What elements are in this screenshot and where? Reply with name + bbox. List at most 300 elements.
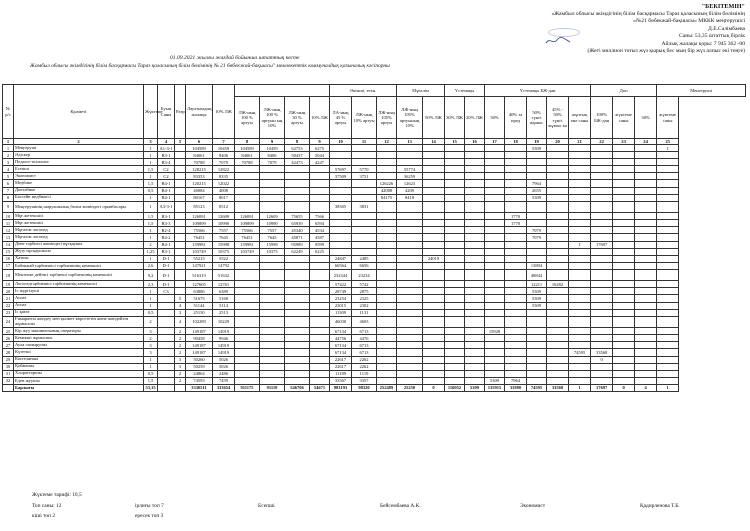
row-value: 104589 <box>235 145 260 152</box>
row-value <box>310 328 330 335</box>
row-value <box>657 370 679 377</box>
row-value <box>505 281 527 288</box>
row-value <box>445 377 465 384</box>
row-value <box>485 159 505 166</box>
row-value: 127605 <box>186 281 213 288</box>
row-value <box>613 248 635 255</box>
row-value <box>397 342 423 349</box>
table-row <box>3 288 746 295</box>
row-value <box>613 159 635 166</box>
row-value <box>591 370 613 377</box>
row-value <box>260 302 285 309</box>
row-value <box>330 220 352 227</box>
row-value <box>635 187 657 194</box>
row-value <box>285 295 310 302</box>
row-value: 65939 <box>285 220 310 227</box>
col-grade: Разр <box>175 85 186 139</box>
col-count: Жүктеме <box>144 85 158 139</box>
date-line: 01.09.2021 жылғы жағдай бойынша штаттық кесте <box>170 55 300 61</box>
row-value <box>657 234 679 241</box>
row-value <box>397 349 423 356</box>
row-value <box>635 152 657 159</box>
row-value <box>527 213 547 220</box>
row-value <box>445 281 465 288</box>
table-row <box>3 349 746 356</box>
row-grade <box>175 187 186 194</box>
row-value: 5168 <box>213 295 235 302</box>
row-value: 5309 <box>527 288 547 295</box>
row-value <box>591 363 613 370</box>
row-value <box>505 363 527 370</box>
row-value: 33568 <box>591 349 613 356</box>
col-number: 3 <box>144 139 158 145</box>
row-value <box>445 234 465 241</box>
total-value: 4 <box>635 384 657 391</box>
col-number: 10 <box>330 139 352 145</box>
row-value: 50437 <box>285 152 310 159</box>
row-value: 14919 <box>213 342 235 349</box>
row-count: 1,5 <box>144 220 158 227</box>
row-value <box>285 255 310 262</box>
row-index: 15 <box>3 248 14 255</box>
row-value <box>397 159 423 166</box>
table-row <box>3 166 746 173</box>
row-value <box>445 213 465 220</box>
row-value <box>613 220 635 227</box>
row-value <box>445 309 465 316</box>
row-index: 20 <box>3 288 14 295</box>
col-number: 1 <box>3 139 14 145</box>
row-value: 63886 <box>186 288 213 295</box>
row-value <box>423 234 445 241</box>
table-row <box>3 356 746 363</box>
row-value <box>260 281 285 288</box>
row-value <box>260 349 285 356</box>
row-value: 159981 <box>235 241 260 248</box>
row-value <box>591 335 613 342</box>
row-value <box>377 173 397 180</box>
row-count: 1 <box>144 145 158 152</box>
col-sub-header: жүктеме саны <box>613 97 635 139</box>
total-value: 252489 <box>377 384 397 391</box>
row-value <box>235 328 260 335</box>
row-value <box>445 173 465 180</box>
row-value: 7459 <box>213 377 235 384</box>
row-value <box>591 194 613 201</box>
row-value: 7566 <box>310 213 330 220</box>
row-value <box>465 180 485 187</box>
row-value: 22617 <box>330 363 352 370</box>
row-value: 14919 <box>213 328 235 335</box>
row-value <box>485 173 505 180</box>
row-value <box>377 349 397 356</box>
row-value <box>445 241 465 248</box>
row-count: 1 <box>144 288 158 295</box>
row-index: 9 <box>3 201 14 212</box>
row-value: 38305 <box>330 201 352 212</box>
row-value <box>657 316 679 327</box>
row-value <box>505 201 527 212</box>
row-code: В4-2 <box>158 234 175 241</box>
signature-icon <box>545 36 571 45</box>
row-value <box>310 349 330 356</box>
row-index: 1 <box>3 145 14 152</box>
row-value <box>465 201 485 212</box>
row-value <box>445 262 465 269</box>
row-value <box>465 356 485 363</box>
row-value <box>310 255 330 262</box>
row-code: В3-1 <box>158 152 175 159</box>
row-value: 62249 <box>285 248 310 255</box>
row-value <box>465 227 485 234</box>
row-value: 1 <box>657 145 679 152</box>
row-value <box>235 377 260 384</box>
col-name: Қызметі <box>14 85 144 139</box>
row-value: 10459 <box>213 145 235 152</box>
row-value <box>423 281 445 288</box>
col-number: 5 <box>175 139 186 145</box>
row-value <box>591 255 613 262</box>
col-number: 25 <box>657 139 679 145</box>
row-value <box>397 145 423 152</box>
row-value <box>485 241 505 248</box>
table-row <box>3 234 746 241</box>
row-value <box>310 262 330 269</box>
row-value <box>485 213 505 220</box>
row-position: Кастелянша <box>14 356 144 363</box>
table-row <box>3 241 746 248</box>
row-value <box>260 335 285 342</box>
row-value <box>635 269 657 280</box>
total-value: 0 <box>613 384 635 391</box>
row-value <box>569 335 591 342</box>
row-value: 83353 <box>186 173 213 180</box>
row-value <box>657 342 679 349</box>
row-position: Аспаз <box>14 295 144 302</box>
row-value <box>445 370 465 377</box>
row-value <box>397 377 423 384</box>
row-value <box>613 288 635 295</box>
row-value <box>613 201 635 212</box>
row-value: 37509 <box>330 173 352 180</box>
col-sub-header: ЛЖ-ның 100 % артуын ың 10% <box>260 97 285 139</box>
row-value <box>423 262 445 269</box>
row-value <box>505 166 527 173</box>
row-value: 4476 <box>352 335 377 342</box>
row-value <box>377 220 397 227</box>
row-value: 2485 <box>352 255 377 262</box>
row-value <box>547 255 569 262</box>
row-value <box>485 335 505 342</box>
row-position: Аула сыпырушы <box>14 342 144 349</box>
row-value <box>657 173 679 180</box>
row-value <box>613 241 635 248</box>
row-code <box>158 302 175 309</box>
row-value <box>613 377 635 384</box>
row-value: 62753 <box>285 145 310 152</box>
row-value: 23015 <box>330 302 352 309</box>
row-position: Логопедтәрбиешісі тәрбиешінің көмекшісі <box>14 281 144 288</box>
col-sub-header: 10% ЛЖ <box>310 97 330 139</box>
row-position: Меңгерушінің шаруашылық бөлім жөніндегі орынбасары <box>14 201 144 212</box>
row-count: 1 <box>144 201 158 212</box>
row-value <box>657 281 679 288</box>
row-value: 149187 <box>186 349 213 356</box>
row-value: 24847 <box>330 255 352 262</box>
row-value: 128215 <box>186 166 213 173</box>
row-value <box>397 302 423 309</box>
row-value <box>310 370 330 377</box>
row-value <box>310 166 330 173</box>
row-value <box>613 262 635 269</box>
row-index: 2 <box>3 152 14 159</box>
row-value <box>285 173 310 180</box>
row-value <box>569 309 591 316</box>
row-value <box>377 241 397 248</box>
col-group-mon: Менгеруші <box>657 85 746 97</box>
row-value: 4603 <box>352 316 377 327</box>
row-value: 516319 <box>186 269 213 280</box>
row-index: 3 <box>3 159 14 166</box>
row-value <box>445 227 465 234</box>
col-number: 2 <box>14 139 144 145</box>
row-value: 102289 <box>186 316 213 327</box>
row-value: 84061 <box>186 152 213 159</box>
row-value <box>569 173 591 180</box>
row-value <box>260 295 285 302</box>
row-code: В2-4 <box>158 227 175 234</box>
row-value <box>547 227 569 234</box>
row-code <box>158 335 175 342</box>
row-value <box>613 269 635 280</box>
row-value <box>397 295 423 302</box>
row-value <box>485 187 505 194</box>
table-row <box>3 145 746 152</box>
row-count: 0,5 <box>144 187 158 194</box>
row-value <box>377 377 397 384</box>
row-value: 51632 <box>213 269 235 280</box>
total-value: 983193 <box>330 384 352 391</box>
row-value <box>547 194 569 201</box>
row-value <box>260 356 285 363</box>
row-value <box>285 316 310 327</box>
col-number: 12 <box>377 139 397 145</box>
row-code <box>158 370 175 377</box>
row-value: 23234 <box>352 269 377 280</box>
row-value: 57422 <box>330 281 352 288</box>
row-value <box>423 241 445 248</box>
row-value <box>485 288 505 295</box>
row-value <box>505 295 527 302</box>
row-code <box>158 342 175 349</box>
row-value <box>527 309 547 316</box>
row-value <box>235 281 260 288</box>
row-value <box>445 145 465 152</box>
row-value <box>235 288 260 295</box>
row-value <box>657 241 679 248</box>
row-grade <box>175 166 186 173</box>
row-index: 11 <box>3 220 14 227</box>
row-count: 3 <box>144 342 158 349</box>
row-value <box>465 281 485 288</box>
row-value <box>310 363 330 370</box>
row-value <box>465 194 485 201</box>
row-grade: 2 <box>175 377 186 384</box>
table-row <box>3 302 746 309</box>
row-value <box>445 166 465 173</box>
row-index: 14 <box>3 241 14 248</box>
row-value: 23254 <box>330 295 352 302</box>
row-index: 5 <box>3 173 14 180</box>
row-index: 17 <box>3 262 14 269</box>
row-count: 1 <box>144 159 158 166</box>
row-value: 2262 <box>352 356 377 363</box>
row-value: 7557 <box>213 227 235 234</box>
row-value <box>485 180 505 187</box>
row-value <box>397 309 423 316</box>
row-value: 7079 <box>527 227 547 234</box>
row-value: 4008 <box>213 187 235 194</box>
row-value <box>485 349 505 356</box>
row-value: 3831 <box>352 201 377 212</box>
row-grade <box>175 262 186 269</box>
row-value <box>310 187 330 194</box>
row-value <box>377 227 397 234</box>
row-value <box>547 342 569 349</box>
row-count: 1,5 <box>144 180 158 187</box>
row-count: 2 <box>144 316 158 327</box>
row-grade: 2 <box>175 349 186 356</box>
row-value <box>465 159 485 166</box>
row-value: 10990 <box>260 220 285 227</box>
row-code: А3-3-1 <box>158 201 175 212</box>
col-sub-header: 20% ЛЖ <box>465 97 485 139</box>
row-value <box>465 328 485 335</box>
row-code <box>158 363 175 370</box>
row-value: 6713 <box>352 342 377 349</box>
row-count: 1,5 <box>144 213 158 220</box>
row-value: 67134 <box>330 328 352 335</box>
row-value <box>569 377 591 384</box>
row-value <box>377 255 397 262</box>
row-value <box>352 145 377 152</box>
col-number: 7 <box>213 139 235 145</box>
row-value <box>505 288 527 295</box>
row-value <box>527 255 547 262</box>
row-value: 126091 <box>235 213 260 220</box>
row-value: 12623 <box>397 180 423 187</box>
row-code <box>158 377 175 384</box>
total-value: 5309 <box>465 384 485 391</box>
row-value <box>613 302 635 309</box>
row-value: 5309 <box>527 145 547 152</box>
row-value <box>485 262 505 269</box>
row-value <box>260 377 285 384</box>
row-code: С2 <box>158 173 175 180</box>
row-value <box>591 262 613 269</box>
row-code: В4-1 <box>158 241 175 248</box>
row-code <box>158 295 175 302</box>
row-value <box>527 201 547 212</box>
row-value <box>235 356 260 363</box>
row-value <box>377 316 397 327</box>
row-value <box>547 145 569 152</box>
row-grade <box>175 173 186 180</box>
row-value: 6656 <box>352 262 377 269</box>
row-value <box>547 213 569 220</box>
row-value <box>591 377 613 384</box>
row-value <box>591 309 613 316</box>
row-value <box>352 213 377 220</box>
row-value <box>285 180 310 187</box>
row-code <box>158 309 175 316</box>
row-value <box>310 335 330 342</box>
row-value <box>423 201 445 212</box>
row-index: 28 <box>3 349 14 356</box>
row-value <box>547 269 569 280</box>
row-value <box>310 194 330 201</box>
row-value <box>547 159 569 166</box>
row-value: 5309 <box>527 295 547 302</box>
row-value <box>569 220 591 227</box>
row-value <box>377 269 397 280</box>
row-value <box>569 213 591 220</box>
row-value <box>569 187 591 194</box>
footer-small: кіші топ 2 <box>32 513 56 519</box>
row-value <box>485 248 505 255</box>
row-value: 120215 <box>186 180 213 187</box>
row-value <box>635 309 657 316</box>
row-value: 75566 <box>186 227 213 234</box>
row-value <box>445 335 465 342</box>
row-value <box>657 227 679 234</box>
row-value <box>569 302 591 309</box>
row-value <box>635 349 657 356</box>
row-value <box>569 255 591 262</box>
row-value <box>657 302 679 309</box>
row-value: 4209 <box>397 187 423 194</box>
row-value <box>485 281 505 288</box>
row-grade: 3 <box>175 356 186 363</box>
row-value <box>635 328 657 335</box>
row-value <box>235 342 260 349</box>
row-value <box>235 309 260 316</box>
row-code: В3-4 <box>158 159 175 166</box>
row-value <box>635 370 657 377</box>
row-value <box>591 248 613 255</box>
row-value: 6275 <box>310 145 330 152</box>
row-value <box>635 342 657 349</box>
col-sub-header: ЛА-ның 45 % артуы <box>330 97 352 139</box>
row-value <box>377 302 397 309</box>
row-value <box>613 152 635 159</box>
row-value: 149187 <box>186 328 213 335</box>
total-cell <box>175 384 186 391</box>
row-code: В3-3 <box>158 220 175 227</box>
row-position: Кемекші жұмысшы <box>14 335 144 342</box>
row-value: 7964 <box>505 377 527 384</box>
col-sub-header: ЛЖ-ның 10% артуы <box>352 97 377 139</box>
row-value <box>547 335 569 342</box>
row-value <box>527 248 547 255</box>
row-value <box>527 370 547 377</box>
row-value <box>569 363 591 370</box>
row-value <box>235 316 260 327</box>
table-row <box>3 194 746 201</box>
row-value <box>465 309 485 316</box>
row-value <box>423 370 445 377</box>
total-label: Барлығы <box>14 384 144 391</box>
